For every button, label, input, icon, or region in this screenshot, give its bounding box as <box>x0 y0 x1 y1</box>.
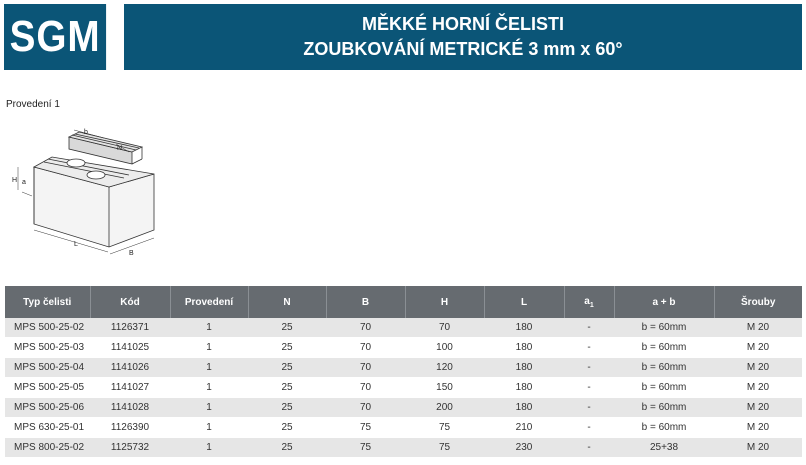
cell-ab: b = 60mm <box>614 318 714 338</box>
cell-n: 25 <box>248 318 326 338</box>
cell-a1: - <box>564 338 614 358</box>
cell-code: 1141025 <box>90 338 170 358</box>
col-header-screws: Šrouby <box>714 286 802 318</box>
cell-l: 180 <box>484 378 564 398</box>
col-header-h: H <box>405 286 484 318</box>
col-header-ab: a + b <box>614 286 714 318</box>
dim-label-h: H <box>12 177 18 184</box>
cell-h: 75 <box>405 438 484 458</box>
title-bar <box>124 4 802 70</box>
cell-ab: b = 60mm <box>614 378 714 398</box>
cell-a1: - <box>564 418 614 438</box>
cell-type: MPS 500-25-02 <box>5 318 90 338</box>
cell-code: 1141028 <box>90 398 170 418</box>
cell-type: MPS 500-25-04 <box>5 358 90 378</box>
table-header-row <box>5 286 802 318</box>
cell-b: 70 <box>326 338 405 358</box>
col-header-n: N <box>248 286 326 318</box>
cell-variant: 1 <box>170 378 248 398</box>
cell-n: 25 <box>248 338 326 358</box>
cell-type: MPS 800-25-02 <box>5 438 90 458</box>
cell-ab: b = 60mm <box>614 358 714 378</box>
cell-type: MPS 630-25-01 <box>5 418 90 438</box>
dim-label-b: b <box>84 129 88 136</box>
jaw-spec-table <box>5 286 802 458</box>
cell-variant: 1 <box>170 318 248 338</box>
cell-l: 180 <box>484 398 564 418</box>
cell-screws: M 20 <box>714 378 802 398</box>
cell-variant: 1 <box>170 398 248 418</box>
cell-l: 180 <box>484 358 564 378</box>
cell-l: 210 <box>484 418 564 438</box>
table-row <box>5 318 802 338</box>
cell-code: 1126371 <box>90 318 170 338</box>
dim-label-a: a <box>22 179 26 186</box>
col-header-b: B <box>326 286 405 318</box>
cell-h: 100 <box>405 338 484 358</box>
cell-ab: b = 60mm <box>614 398 714 418</box>
table-row <box>5 398 802 418</box>
cell-type: MPS 500-25-06 <box>5 398 90 418</box>
table-row <box>5 338 802 358</box>
cell-b: 75 <box>326 438 405 458</box>
cell-b: 70 <box>326 358 405 378</box>
cell-h: 70 <box>405 318 484 338</box>
cell-b: 75 <box>326 418 405 438</box>
table-row <box>5 438 802 458</box>
cell-a1: - <box>564 378 614 398</box>
cell-screws: M 20 <box>714 318 802 338</box>
cell-b: 70 <box>326 318 405 338</box>
cell-code: 1126390 <box>90 418 170 438</box>
cell-ab: b = 60mm <box>614 338 714 358</box>
dim-label-bb: B <box>129 250 134 257</box>
cell-screws: M 20 <box>714 358 802 378</box>
cell-l: 180 <box>484 338 564 358</box>
table-row <box>5 358 802 378</box>
title-line-2: ZOUBKOVÁNÍ METRICKÉ 3 mm x 60° <box>303 39 623 59</box>
cell-b: 70 <box>326 398 405 418</box>
cell-n: 25 <box>248 438 326 458</box>
cell-n: 25 <box>248 418 326 438</box>
cell-code: 1141027 <box>90 378 170 398</box>
cell-l: 180 <box>484 318 564 338</box>
cell-h: 200 <box>405 398 484 418</box>
cell-l: 230 <box>484 438 564 458</box>
page-header <box>0 0 806 74</box>
cell-screws: M 20 <box>714 438 802 458</box>
cell-a1: - <box>564 398 614 418</box>
cell-h: 75 <box>405 418 484 438</box>
cell-screws: M 20 <box>714 398 802 418</box>
cell-variant: 1 <box>170 438 248 458</box>
cell-a1: - <box>564 438 614 458</box>
jaw-technical-drawing <box>4 112 179 272</box>
bolt-hole <box>87 171 105 179</box>
cell-n: 25 <box>248 358 326 378</box>
cell-code: 1125732 <box>90 438 170 458</box>
table-row <box>5 378 802 398</box>
cell-code: 1141026 <box>90 358 170 378</box>
cell-variant: 1 <box>170 338 248 358</box>
col-header-variant: Provedení <box>170 286 248 318</box>
cell-a1: - <box>564 358 614 378</box>
cell-h: 120 <box>405 358 484 378</box>
dim-label-l: L <box>74 241 78 248</box>
col-header-code: Kód <box>90 286 170 318</box>
cell-variant: 1 <box>170 358 248 378</box>
bolt-hole <box>67 159 85 167</box>
cell-screws: M 20 <box>714 418 802 438</box>
col-header-a1: $a_1$ <box>564 286 614 318</box>
cell-n: 25 <box>248 398 326 418</box>
table-row <box>5 418 802 438</box>
cell-variant: 1 <box>170 418 248 438</box>
cell-h: 150 <box>405 378 484 398</box>
dim-label-n: N <box>117 145 123 152</box>
col-header-l: L <box>484 286 564 318</box>
cell-type: MPS 500-25-05 <box>5 378 90 398</box>
col-header-type: Typ čelisti <box>5 286 90 318</box>
cell-n: 25 <box>248 378 326 398</box>
cell-ab: 25+38 <box>614 438 714 458</box>
cell-screws: M 20 <box>714 338 802 358</box>
title-line-1: MĚKKÉ HORNÍ ČELISTI <box>361 14 564 34</box>
cell-a1: - <box>564 318 614 338</box>
variant-label: Provedení 1 <box>6 99 60 110</box>
cell-ab: b = 60mm <box>614 418 714 438</box>
brand-logo: SGM <box>4 4 106 70</box>
cell-b: 70 <box>326 378 405 398</box>
cell-type: MPS 500-25-03 <box>5 338 90 358</box>
